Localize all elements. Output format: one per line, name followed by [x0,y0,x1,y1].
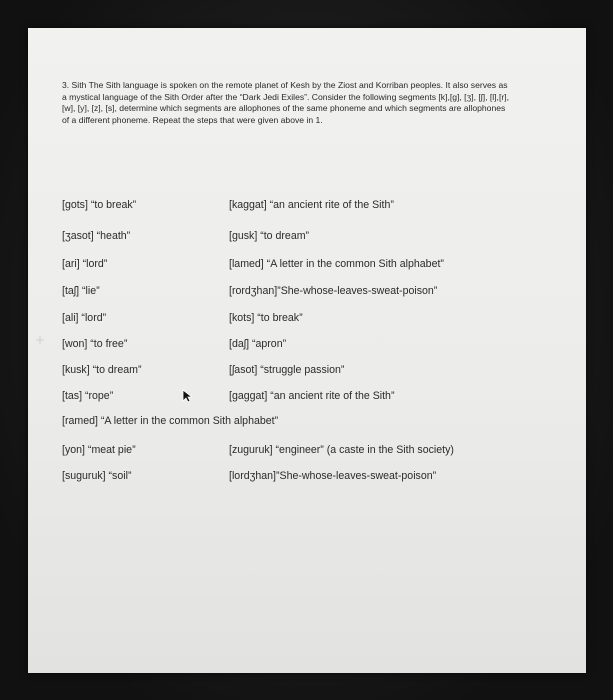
word-left: [suguruk] “soil” [62,470,132,482]
word-right: [lordʒhan]”She-whose-leaves-sweat-poison” [229,470,437,482]
word-row [62,199,532,217]
word-right: [gusk] “to dream” [229,230,310,242]
word-left: [gots] “to break” [62,199,137,211]
word-row [62,230,532,248]
word-right: [kots] “to break” [229,312,303,324]
word-full: [ramed] “A letter in the common Sith alphabet” [62,415,279,427]
word-left: [yon] “meat pie” [62,444,136,456]
word-row [62,285,532,303]
word-row [62,364,532,382]
word-left: [ali] “lord” [62,312,107,324]
word-left: [ʒasot] “heath” [62,230,131,242]
word-row [62,415,532,433]
word-right: [rordʒhan]”She-whose-leaves-sweat-poison” [229,285,438,297]
word-right: [daʃ] “apron” [229,338,287,350]
word-row [62,312,532,330]
word-left: [taʃ] “lie” [62,285,100,297]
word-row [62,390,532,408]
word-row [62,258,532,276]
word-left: [tas] “rope” [62,390,114,402]
word-right: [gaggat] “an ancient rite of the Sith” [229,390,395,402]
word-left: [kusk] “to dream” [62,364,142,376]
word-row [62,338,532,356]
word-row [62,470,532,488]
word-row [62,444,532,462]
word-right: [ʃasot] “struggle passion” [229,364,345,376]
mouse-cursor-icon [182,389,194,403]
problem-intro: 3. Sith The Sith language is spoken on the remote planet of Kesh by the Ziost and Korriban peoples. It also serves as a mystical language of the Sith Order after the “Dark Jedi Exiles”. Consider the following segments [k],[g], [ʒ], [ʃ], [l],[r], [w], [y], [z], [s], determine which segments are allophones of the same phoneme and which segments are allophones of a different phoneme. Repeat the steps that were given above in 1. [62,80,509,125]
word-right: [lamed] “A letter in the common Sith alphabet” [229,258,444,270]
word-right: [kaggat] “an ancient rite of the Sith” [229,199,394,211]
faint-mark-icon [34,334,46,346]
word-right: [zuguruk] “engineer” (a caste in the Sith society) [229,444,454,456]
word-left: [won] “to free” [62,338,128,350]
word-left: [ari] “lord” [62,258,108,270]
